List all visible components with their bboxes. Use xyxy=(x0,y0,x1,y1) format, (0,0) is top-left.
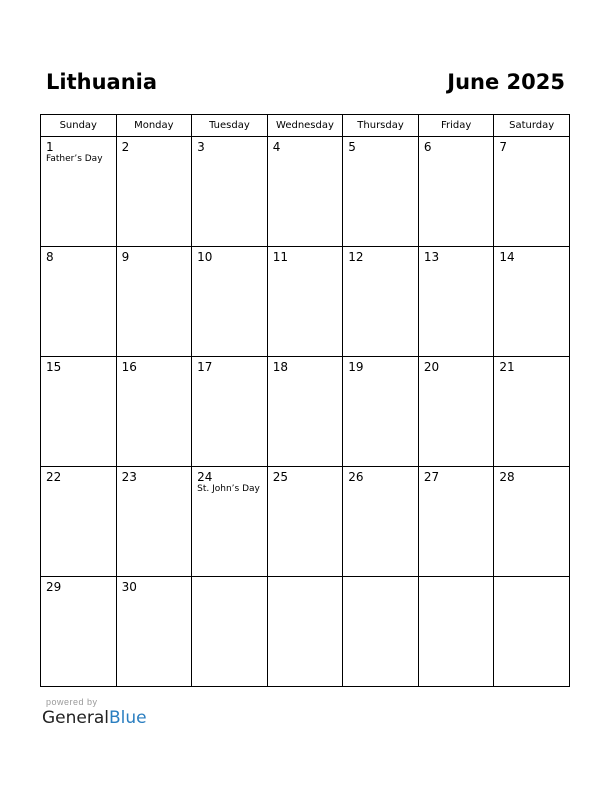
day-cell xyxy=(494,137,570,247)
day-number: 12 xyxy=(348,250,364,264)
day-cell xyxy=(41,577,117,687)
day-number: 16 xyxy=(121,360,137,374)
day-cell xyxy=(494,357,570,467)
day-cell xyxy=(494,467,570,577)
weekday-tuesday: Tuesday xyxy=(192,115,268,137)
week-row xyxy=(41,467,570,577)
day-cell xyxy=(41,467,117,577)
day-cell xyxy=(267,577,343,687)
week-row xyxy=(41,357,570,467)
weekday-friday: Friday xyxy=(418,115,494,137)
generalblue-logo xyxy=(42,708,147,728)
calendar-grid xyxy=(40,114,570,687)
day-number: 3 xyxy=(197,140,205,154)
day-number: 13 xyxy=(423,250,440,264)
day-number: 9 xyxy=(121,250,130,264)
day-cell xyxy=(116,137,192,247)
day-cell xyxy=(343,137,419,247)
day-number: 26 xyxy=(348,470,364,484)
day-number: 11 xyxy=(272,250,288,264)
weekday-thursday: Thursday xyxy=(343,115,419,137)
day-cell xyxy=(192,247,268,357)
day-cell xyxy=(418,577,494,687)
brand-general: General xyxy=(42,708,109,728)
day-cell xyxy=(343,247,419,357)
day-cell xyxy=(494,247,570,357)
day-number: 20 xyxy=(423,360,440,374)
day-cell xyxy=(267,467,343,577)
day-number: 8 xyxy=(46,250,54,264)
weekday-header-row xyxy=(41,115,570,137)
day-number: 25 xyxy=(272,470,288,484)
weekday-sunday: Sunday xyxy=(41,115,117,137)
day-number: 19 xyxy=(348,360,364,374)
brand-blue: Blue xyxy=(109,708,147,728)
day-cell xyxy=(41,357,117,467)
day-number: 7 xyxy=(499,140,508,154)
day-number: 29 xyxy=(46,580,62,594)
day-cell xyxy=(41,247,117,357)
holiday-label: St. John’s Day xyxy=(197,484,260,494)
day-cell xyxy=(267,137,343,247)
holiday-label: Father’s Day xyxy=(46,154,103,164)
day-cell xyxy=(343,357,419,467)
day-cell xyxy=(116,467,192,577)
day-cell xyxy=(343,467,419,577)
day-number: 21 xyxy=(499,360,515,374)
weekday-monday: Monday xyxy=(116,115,192,137)
day-cell xyxy=(343,577,419,687)
day-number: 1 xyxy=(46,140,54,154)
day-number: 4 xyxy=(272,140,281,154)
day-cell xyxy=(267,357,343,467)
day-number: 14 xyxy=(499,250,515,264)
week-row xyxy=(41,137,570,247)
day-number: 24 xyxy=(197,470,213,484)
day-number: 17 xyxy=(197,360,213,374)
day-number: 6 xyxy=(423,140,432,154)
day-number: 30 xyxy=(121,580,137,594)
day-cell xyxy=(418,357,494,467)
day-cell xyxy=(41,137,117,247)
month-year-title: June 2025 xyxy=(447,70,565,94)
weekday-wednesday: Wednesday xyxy=(267,115,343,137)
day-number: 23 xyxy=(121,470,137,484)
day-cell xyxy=(192,467,268,577)
powered-by-label: powered by xyxy=(46,697,98,707)
day-number: 22 xyxy=(46,470,62,484)
day-number: 2 xyxy=(121,140,130,154)
day-cell xyxy=(192,357,268,467)
day-number: 5 xyxy=(348,140,356,154)
day-number: 18 xyxy=(272,360,288,374)
week-row xyxy=(41,577,570,687)
day-number: 28 xyxy=(499,470,515,484)
country-title: Lithuania xyxy=(46,70,158,94)
day-cell xyxy=(192,577,268,687)
day-number: 27 xyxy=(423,470,440,484)
day-cell xyxy=(418,137,494,247)
day-cell xyxy=(192,137,268,247)
day-cell xyxy=(418,467,494,577)
day-cell xyxy=(116,577,192,687)
day-cell xyxy=(418,247,494,357)
day-cell xyxy=(116,247,192,357)
day-cell xyxy=(267,247,343,357)
day-number: 15 xyxy=(46,360,62,374)
day-cell xyxy=(494,577,570,687)
day-cell xyxy=(116,357,192,467)
week-row xyxy=(41,247,570,357)
weekday-saturday: Saturday xyxy=(494,115,570,137)
day-number: 10 xyxy=(197,250,213,264)
